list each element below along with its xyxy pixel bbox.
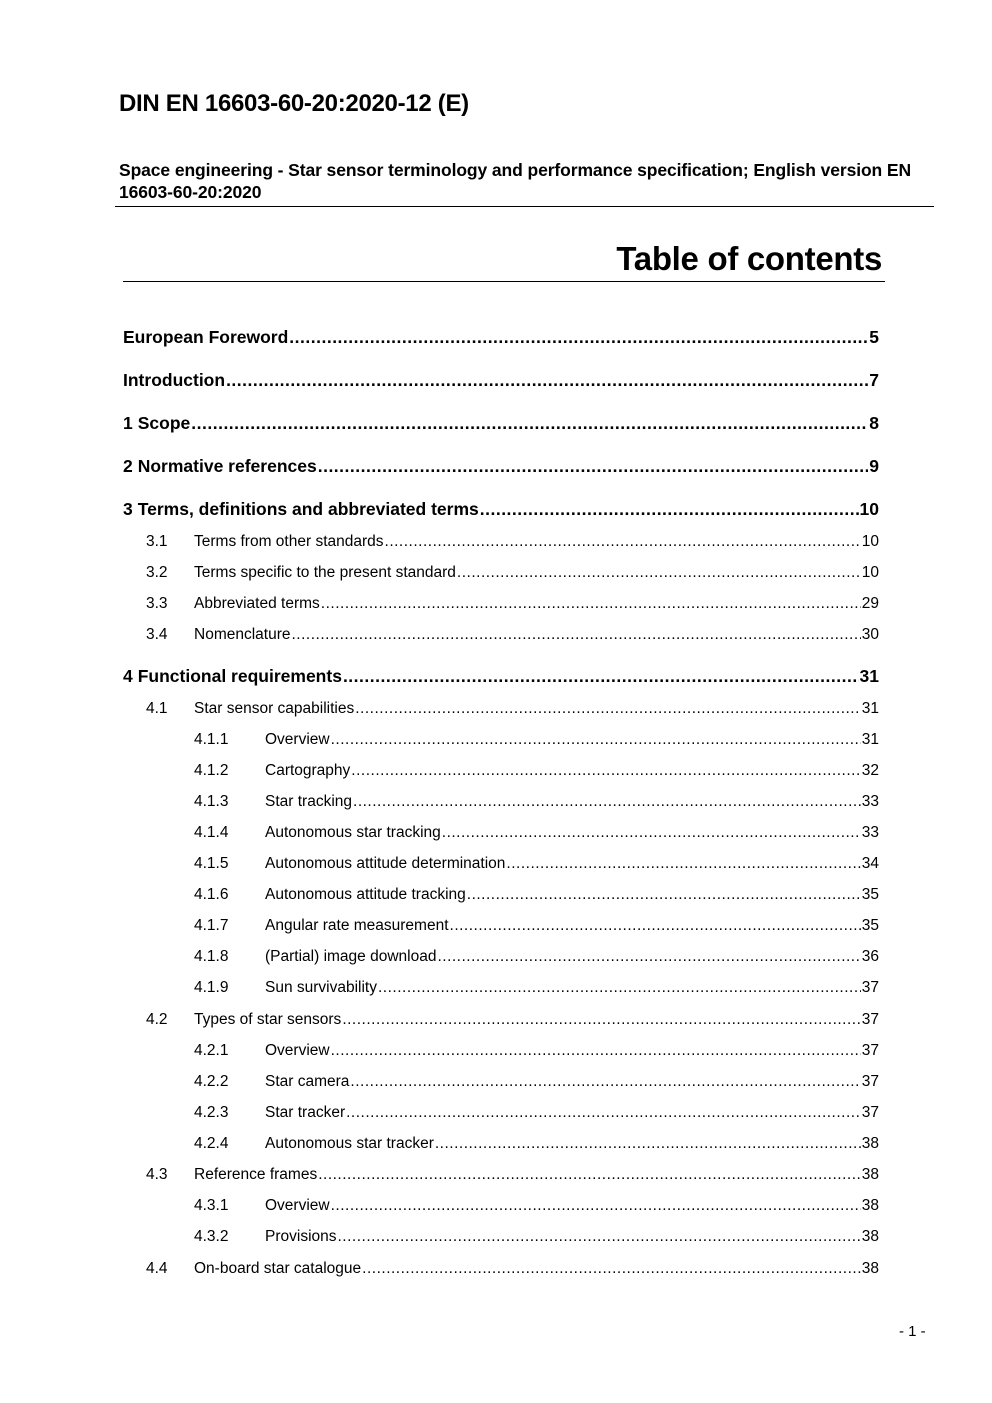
toc-entry-number: 4.3.2 [194,1228,229,1245]
toc-dot-leader [362,1260,861,1278]
toc-entry-label: Abbreviated terms [194,595,320,612]
toc-entry-label: Cartography [265,762,351,779]
toc-entry-label: Autonomous star tracking [265,824,441,841]
toc-dot-leader [226,370,868,391]
toc-entry[interactable] [123,917,879,939]
toc-entry-label: Terms, definitions and abbreviated terms [137,499,479,519]
toc-entry[interactable] [123,370,879,392]
toc-dot-leader [346,1104,861,1122]
toc-dot-leader [355,700,861,718]
toc-entry-page: 35 [861,886,879,903]
toc-entry[interactable] [123,1011,879,1033]
toc-entry-label: Star tracking [265,793,353,810]
toc-entry-page: 38 [861,1228,879,1245]
toc-entry-page: 31 [861,731,879,748]
toc-entry-number: 4.2.3 [194,1104,229,1121]
toc-dot-leader [342,1011,860,1029]
toc-entry-label: On-board star catalogue [194,1260,362,1277]
toc-entry-page: 10 [861,564,879,581]
toc-dot-leader [289,327,868,348]
toc-entry-page: 33 [861,793,879,810]
toc-title-divider [123,281,885,282]
toc-title: Table of contents [616,240,882,277]
toc-entry-page: 10 [861,533,879,550]
subtitle-divider [115,206,934,207]
toc-entry[interactable] [123,327,879,349]
toc-entry[interactable] [123,1166,879,1188]
toc-entry-number: 4.1.4 [194,824,229,841]
toc-entry-page: 9 [869,456,879,476]
toc-dot-leader [331,1042,861,1060]
toc-entry-label: Star sensor capabilities [194,700,355,717]
toc-entry[interactable] [123,762,879,784]
toc-dot-leader [338,1228,861,1246]
toc-entry-label: Terms specific to the present standard [194,564,456,581]
toc-entry-page: 31 [861,700,879,717]
toc-entry-number: 4.2.4 [194,1135,229,1152]
toc-dot-leader [450,917,861,935]
toc-entry[interactable] [123,626,879,648]
toc-dot-leader [467,886,861,904]
toc-entry-page: 8 [869,413,879,433]
toc-dot-leader [331,1197,861,1215]
toc-entry-label: Nomenclature [194,626,291,643]
toc-dot-leader [506,855,860,873]
toc-entry[interactable] [123,948,879,970]
toc-entry-label: Sun survivability [265,979,377,996]
toc-entry-number: 1 [123,413,133,433]
toc-entry-number: 3.3 [146,595,168,612]
toc-entry[interactable] [123,666,879,688]
toc-entry[interactable] [123,456,879,478]
toc-entry-page: 37 [861,1104,879,1121]
toc-dot-leader [457,564,861,582]
toc-entry-label: Reference frames [194,1166,318,1183]
toc-entry-label: Normative references [137,456,317,476]
toc-entry-label: Overview [265,1042,330,1059]
toc-entry-page: 31 [859,666,879,686]
toc-entry[interactable] [123,499,879,521]
toc-entry-label: Overview [265,1197,330,1214]
toc-entry-number: 4 [123,666,133,686]
toc-entry[interactable] [123,979,879,1001]
toc-entry-label: Star tracker [265,1104,346,1121]
toc-entry-page: 35 [861,917,879,934]
toc-entry-page: 37 [861,979,879,996]
toc-dot-leader [343,666,859,687]
toc-entry-number: 2 [123,456,133,476]
toc-entry-number: 4.3.1 [194,1197,229,1214]
toc-entry-page: 37 [861,1011,879,1028]
toc-entry-number: 4.1.8 [194,948,229,965]
toc-entry-number: 4.1 [146,700,168,717]
toc-entry-label: Provisions [265,1228,337,1245]
toc-dot-leader [437,948,860,966]
page-number: - 1 - [899,1323,926,1340]
toc-entry-number: 4.3 [146,1166,168,1183]
toc-entry[interactable] [123,413,879,435]
toc-entry-number: 4.2.1 [194,1042,229,1059]
toc-entry-label: Autonomous attitude determination [265,855,506,872]
toc-entry-page: 38 [861,1197,879,1214]
toc-entry[interactable] [123,1228,879,1250]
toc-entry-page: 29 [861,595,879,612]
document-id: DIN EN 16603-60-20:2020-12 (E) [119,90,469,117]
toc-entry-label: Introduction [123,370,226,390]
toc-entry-page: 34 [861,855,879,872]
toc-entry-number: 4.1.6 [194,886,229,903]
toc-dot-leader [442,824,861,842]
toc-entry-page: 38 [861,1260,879,1277]
toc-entry-page: 7 [869,370,879,390]
toc-entry-label: Scope [137,413,191,433]
toc-entry-page: 30 [861,626,879,643]
toc-entry[interactable] [123,793,879,815]
toc-entry-label: Functional requirements [137,666,342,686]
toc-entry-number: 4.1.1 [194,731,229,748]
toc-entry-label: Angular rate measurement [265,917,449,934]
toc-entry-page: 37 [861,1073,879,1090]
toc-dot-leader [378,979,861,997]
toc-entry-page: 10 [859,499,879,519]
toc-entry[interactable] [123,855,879,877]
toc-dot-leader [321,595,861,613]
toc-entry-number: 4.4 [146,1260,168,1277]
toc-entry-label: Autonomous star tracker [265,1135,434,1152]
toc-entry-label: Autonomous attitude tracking [265,886,466,903]
toc-entry-number: 4.2.2 [194,1073,229,1090]
toc-entry-label: European Foreword [123,327,289,347]
toc-entry[interactable] [123,1073,879,1095]
toc-entry-page: 5 [869,327,879,347]
toc-entry[interactable] [123,1135,879,1157]
toc-entry[interactable] [123,595,879,617]
toc-dot-leader [350,1073,860,1091]
toc-entry[interactable] [123,700,879,722]
toc-entry[interactable] [123,564,879,586]
toc-dot-leader [331,731,861,749]
toc-entry-page: 37 [861,1042,879,1059]
toc-entry-page: 32 [861,762,879,779]
toc-entry[interactable] [123,1197,879,1219]
toc-entry-number: 3.4 [146,626,168,643]
toc-dot-leader [385,533,861,551]
toc-entry[interactable] [123,886,879,908]
toc-entry[interactable] [123,533,879,555]
toc-entry-number: 4.2 [146,1011,168,1028]
toc-dot-leader [353,793,861,811]
toc-entry-number: 4.1.2 [194,762,229,779]
toc-entry-number: 3 [123,499,133,519]
toc-entry-number: 3.1 [146,533,168,550]
toc-entry[interactable] [123,1042,879,1064]
toc-entry-page: 38 [861,1135,879,1152]
toc-dot-leader [318,1166,861,1184]
toc-entry-number: 4.1.3 [194,793,229,810]
toc-dot-leader [480,499,859,520]
toc-dot-leader [351,762,860,780]
toc-entry-label: Star camera [265,1073,350,1090]
toc-entry[interactable] [123,1104,879,1126]
document-subtitle: Space engineering - Star sensor terminology and performance specification; English version EN 16603-60-20:2020 [119,160,912,202]
toc-entry-number: 4.1.7 [194,917,229,934]
toc-dot-leader [292,626,861,644]
toc-entry[interactable] [123,731,879,753]
toc-entry-page: 36 [861,948,879,965]
toc-entry-page: 38 [861,1166,879,1183]
toc-entry[interactable] [123,1260,879,1282]
toc-entry-label: Terms from other standards [194,533,384,550]
toc-entry-number: 4.1.9 [194,979,229,996]
toc-entry-label: (Partial) image download [265,948,437,965]
toc-entry-number: 3.2 [146,564,168,581]
toc-dot-leader [435,1135,861,1153]
toc-entry-number: 4.1.5 [194,855,229,872]
toc-dot-leader [318,456,869,477]
toc-entry-label: Overview [265,731,330,748]
toc-dot-leader [191,413,868,434]
toc-entry-label: Types of star sensors [194,1011,342,1028]
toc-entry[interactable] [123,824,879,846]
toc-entry-page: 33 [861,824,879,841]
